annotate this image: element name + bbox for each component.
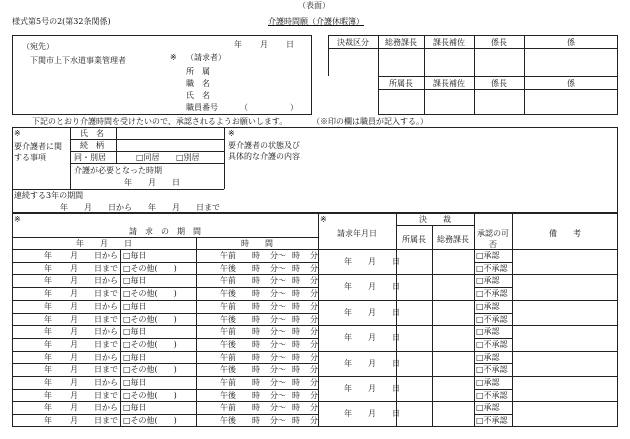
row-request-date-part: 年 <box>344 307 352 317</box>
row-pm-part: 時 <box>252 365 260 375</box>
row-am-part: 午前 <box>220 276 236 286</box>
row-to-day: 日まで <box>94 339 118 349</box>
state-mark: ※ <box>228 129 235 138</box>
row-from-day: 日から <box>94 352 118 362</box>
row-from-year: 年 <box>44 327 52 337</box>
row-request-date-part: 日 <box>392 282 400 292</box>
row-am-part: 時 <box>252 378 260 387</box>
care-relation-label: 続 柄 <box>80 141 104 150</box>
request-date-mark: ※ <box>320 215 327 224</box>
apply-month: 月 <box>260 40 268 49</box>
approval-deputy-header: 課長補佐 <box>433 38 465 47</box>
row-request-date-part: 月 <box>368 358 376 368</box>
approval-general-manager-header: 総務課長 <box>385 38 417 47</box>
row-to-day: 日まで <box>94 365 118 375</box>
row-pm-part: 分 <box>310 263 318 273</box>
row-am-part: 午前 <box>220 403 236 413</box>
approver-general-manager: 総務課長 <box>437 235 469 244</box>
row-pm-part: 時 <box>292 339 300 349</box>
row-daily-checkbox[interactable]: □毎日 <box>123 276 147 286</box>
row-request-date-part: 月 <box>368 384 376 393</box>
row-other-checkbox[interactable]: □その他( ) <box>123 416 177 426</box>
row-from-month: 月 <box>70 301 78 311</box>
row-pm-part: 時 <box>292 289 300 299</box>
row-to-year: 年 <box>44 289 52 299</box>
to-label: （宛先） <box>22 42 54 51</box>
row-to-month: 月 <box>70 365 78 375</box>
row-other-checkbox[interactable]: □その他( ) <box>123 314 177 324</box>
row-pm-part: 時 <box>292 314 300 324</box>
row-pm-part: 午後 <box>220 339 236 349</box>
period-to-month: 月 <box>172 203 180 212</box>
row-from-year: 年 <box>44 378 52 387</box>
row-pm-part: 分〜 <box>270 365 286 375</box>
row-other-checkbox[interactable]: □その他( ) <box>123 339 177 349</box>
row-am-part: 分〜 <box>270 327 286 337</box>
approval-result-header: 承認の可否 <box>477 229 509 249</box>
note-text: （※印の欄は職員が記入する。） <box>312 117 428 126</box>
row-approve-checkbox[interactable]: □承認 <box>476 327 500 337</box>
approval-dept-head-header: 所属長 <box>389 79 413 88</box>
to-name: 下関市上下水道事業管理者 <box>30 56 126 65</box>
row-daily-checkbox[interactable]: □毎日 <box>123 251 147 260</box>
row-request-date-part: 日 <box>392 384 400 393</box>
row-to-month: 月 <box>70 289 78 299</box>
need-year: 年 <box>124 178 132 187</box>
row-to-year: 年 <box>44 263 52 273</box>
row-pm-part: 分 <box>310 289 318 299</box>
row-request-date-part: 月 <box>368 333 376 343</box>
row-to-year: 年 <box>44 314 52 324</box>
care-label-1: 要介護者に関する事項 <box>14 142 62 162</box>
row-am-part: 午前 <box>220 352 236 362</box>
approval-deputy2-header: 課長補佐 <box>433 79 465 88</box>
row-am-part: 午前 <box>220 301 236 311</box>
row-to-month: 月 <box>70 390 78 400</box>
row-am-part: 分 <box>310 301 318 311</box>
row-am-part: 午前 <box>220 251 236 260</box>
row-to-year: 年 <box>44 390 52 400</box>
row-am-part: 分 <box>310 378 318 387</box>
row-am-part: 時 <box>292 403 300 413</box>
need-month: 月 <box>148 178 156 187</box>
row-from-year: 年 <box>44 276 52 286</box>
row-pm-part: 分〜 <box>270 390 286 400</box>
row-am-part: 分〜 <box>270 301 286 311</box>
row-pm-part: 分〜 <box>270 339 286 349</box>
request-date-header: 請求年月日 <box>337 229 377 238</box>
row-pm-part: 時 <box>252 263 260 273</box>
state-label: 要介護者の状態及び具体的な介護の内容 <box>228 141 300 161</box>
apply-day: 日 <box>286 40 294 49</box>
row-to-month: 月 <box>70 339 78 349</box>
row-other-checkbox[interactable]: □その他( ) <box>123 263 177 273</box>
applicant-label: （請求者） <box>186 53 226 62</box>
row-am-part: 分〜 <box>270 378 286 387</box>
row-reject-checkbox[interactable]: □不承認 <box>476 390 508 400</box>
approval-chief-header: 係長 <box>491 38 507 47</box>
row-other-checkbox[interactable]: □その他( ) <box>123 289 177 299</box>
row-to-day: 日まで <box>94 390 118 400</box>
row-am-part: 分〜 <box>270 251 286 260</box>
row-to-month: 月 <box>70 416 78 426</box>
row-to-month: 月 <box>70 263 78 273</box>
row-request-date-part: 年 <box>344 409 352 419</box>
row-pm-part: 分 <box>310 416 318 426</box>
row-other-checkbox[interactable]: □その他( ) <box>123 390 177 400</box>
care-mark: ※ <box>14 129 21 138</box>
row-to-day: 日まで <box>94 263 118 273</box>
row-request-date-part: 年 <box>344 257 352 266</box>
row-am-part: 分 <box>310 352 318 362</box>
row-am-part: 午前 <box>220 327 236 337</box>
field-name: 氏 名 <box>186 91 210 100</box>
paren-open: （ <box>240 103 248 112</box>
row-request-date-part: 月 <box>368 307 376 317</box>
row-from-month: 月 <box>70 403 78 413</box>
row-pm-part: 午後 <box>220 314 236 324</box>
row-approve-checkbox[interactable]: □承認 <box>476 403 500 413</box>
row-pm-part: 午後 <box>220 416 236 426</box>
side-label: （表面） <box>298 1 330 10</box>
row-am-part: 時 <box>252 327 260 337</box>
row-pm-part: 時 <box>292 390 300 400</box>
row-to-day: 日まで <box>94 416 118 426</box>
row-approve-checkbox[interactable]: □承認 <box>476 276 500 286</box>
row-pm-part: 分〜 <box>270 263 286 273</box>
row-pm-part: 分〜 <box>270 416 286 426</box>
row-pm-part: 分 <box>310 339 318 349</box>
row-pm-part: 時 <box>292 416 300 426</box>
row-pm-part: 時 <box>252 314 260 324</box>
period-label: 連続する3年の期間 <box>14 191 84 200</box>
row-pm-part: 午後 <box>220 365 236 375</box>
row-request-date-part: 日 <box>392 257 400 266</box>
row-from-day: 日から <box>94 327 118 337</box>
period-header: 請 求 の 期 間 <box>129 227 201 236</box>
row-am-part: 時 <box>292 301 300 311</box>
row-daily-checkbox[interactable]: □毎日 <box>123 378 147 387</box>
approval-category-header: 決裁区分 <box>337 38 369 47</box>
approver-dept-head: 所属長 <box>402 235 426 244</box>
intro-text: 下記のとおり介護時間を受けたいので、承認されるようお願いします。 <box>32 117 288 126</box>
care-cohabit-label: 同・別居 <box>74 153 106 162</box>
row-daily-checkbox[interactable]: □毎日 <box>123 327 147 337</box>
row-from-year: 年 <box>44 251 52 260</box>
paren-close: ） <box>290 103 298 112</box>
row-to-year: 年 <box>44 416 52 426</box>
row-from-year: 年 <box>44 301 52 311</box>
row-pm-part: 分 <box>310 365 318 375</box>
row-am-part: 分〜 <box>270 403 286 413</box>
row-request-date-part: 日 <box>392 307 400 317</box>
apply-year: 年 <box>234 40 242 49</box>
field-employee-number: 職員番号 <box>186 103 218 112</box>
period-from-day: 日から <box>108 203 132 212</box>
need-day: 日 <box>172 178 180 187</box>
row-pm-part: 分〜 <box>270 314 286 324</box>
row-to-day: 日まで <box>94 314 118 324</box>
page-title: 介護時間願（介護休暇簿） <box>268 17 364 26</box>
request-mark: ※ <box>14 215 21 224</box>
row-from-day: 日から <box>94 251 118 260</box>
row-to-day: 日まで <box>94 289 118 299</box>
field-affiliation: 所 属 <box>186 67 210 76</box>
row-pm-part: 分 <box>310 390 318 400</box>
row-request-date-part: 日 <box>392 358 400 368</box>
row-pm-part: 時 <box>252 416 260 426</box>
row-pm-part: 分 <box>310 314 318 324</box>
row-from-day: 日から <box>94 378 118 387</box>
row-daily-checkbox[interactable]: □毎日 <box>123 352 147 362</box>
row-am-part: 時 <box>252 352 260 362</box>
row-from-month: 月 <box>70 251 78 260</box>
date-header: 年 月 日 <box>76 239 132 248</box>
row-from-day: 日から <box>94 301 118 311</box>
row-to-year: 年 <box>44 339 52 349</box>
row-approve-checkbox[interactable]: □承認 <box>476 251 500 260</box>
row-pm-part: 分〜 <box>270 289 286 299</box>
period-from-month: 月 <box>84 203 92 212</box>
form-number: 様式第5号の2(第32条関係) <box>12 17 111 26</box>
approval-staff2-header: 係 <box>567 79 575 88</box>
row-pm-part: 午後 <box>220 390 236 400</box>
row-to-year: 年 <box>44 365 52 375</box>
row-request-date-part: 月 <box>368 409 376 419</box>
approval-staff-header: 係 <box>567 38 575 47</box>
row-pm-part: 時 <box>252 339 260 349</box>
row-request-date-part: 月 <box>368 282 376 292</box>
row-pm-part: 時 <box>292 263 300 273</box>
row-request-date-part: 年 <box>344 282 352 292</box>
row-other-checkbox[interactable]: □その他( ) <box>123 365 177 375</box>
row-approve-checkbox[interactable]: □承認 <box>476 378 500 387</box>
row-pm-part: 午後 <box>220 289 236 299</box>
row-request-date-part: 日 <box>392 333 400 343</box>
row-reject-checkbox[interactable]: □不承認 <box>476 339 508 349</box>
row-am-part: 分〜 <box>270 276 286 286</box>
row-request-date-part: 年 <box>344 333 352 343</box>
row-am-part: 分 <box>310 327 318 337</box>
row-am-part: 午前 <box>220 378 236 387</box>
row-pm-part: 時 <box>252 289 260 299</box>
row-daily-checkbox[interactable]: □毎日 <box>123 403 147 413</box>
time-header: 時 間 <box>241 239 273 248</box>
applicant-mark: ※ <box>170 53 177 62</box>
approval-header: 決 裁 <box>419 215 451 224</box>
row-am-part: 時 <box>252 301 260 311</box>
row-am-part: 時 <box>292 352 300 362</box>
row-pm-part: 時 <box>252 390 260 400</box>
cohabit-checkbox-together[interactable]: □同居 <box>136 153 160 162</box>
row-request-date-part: 年 <box>344 358 352 368</box>
row-reject-checkbox[interactable]: □不承認 <box>476 314 508 324</box>
row-from-month: 月 <box>70 352 78 362</box>
row-am-part: 時 <box>292 327 300 337</box>
cohabit-checkbox-separate[interactable]: □別居 <box>176 153 200 162</box>
row-reject-checkbox[interactable]: □不承認 <box>476 289 508 299</box>
row-approve-checkbox[interactable]: □承認 <box>476 352 500 362</box>
row-am-part: 分 <box>310 251 318 260</box>
row-am-part: 分〜 <box>270 352 286 362</box>
row-am-part: 分 <box>310 276 318 286</box>
need-date-label: 介護が必要となった時期 <box>74 166 162 175</box>
period-from-year: 年 <box>60 203 68 212</box>
row-from-year: 年 <box>44 403 52 413</box>
period-to-day: 日まで <box>196 203 220 212</box>
row-am-part: 時 <box>252 251 260 260</box>
row-am-part: 分 <box>310 403 318 413</box>
remarks-header: 備 考 <box>549 229 581 238</box>
row-am-part: 時 <box>292 378 300 387</box>
row-request-date-part: 日 <box>392 409 400 419</box>
row-request-date-part: 月 <box>368 257 376 266</box>
field-job-title: 職 名 <box>186 79 210 88</box>
row-reject-checkbox[interactable]: □不承認 <box>476 365 508 375</box>
row-pm-part: 時 <box>292 365 300 375</box>
row-from-month: 月 <box>70 327 78 337</box>
period-to-year: 年 <box>148 203 156 212</box>
row-reject-checkbox[interactable]: □不承認 <box>476 263 508 273</box>
row-am-part: 時 <box>292 251 300 260</box>
row-from-day: 日から <box>94 403 118 413</box>
row-from-day: 日から <box>94 276 118 286</box>
approval-chief2-header: 係長 <box>491 79 507 88</box>
row-from-year: 年 <box>44 352 52 362</box>
row-reject-checkbox[interactable]: □不承認 <box>476 416 508 426</box>
row-request-date-part: 年 <box>344 384 352 393</box>
row-approve-checkbox[interactable]: □承認 <box>476 301 500 311</box>
row-am-part: 時 <box>252 276 260 286</box>
row-daily-checkbox[interactable]: □毎日 <box>123 301 147 311</box>
row-from-month: 月 <box>70 276 78 286</box>
row-pm-part: 午後 <box>220 263 236 273</box>
row-to-month: 月 <box>70 314 78 324</box>
row-from-month: 月 <box>70 378 78 387</box>
care-name-label: 氏 名 <box>80 129 104 138</box>
row-am-part: 時 <box>292 276 300 286</box>
row-am-part: 時 <box>252 403 260 413</box>
